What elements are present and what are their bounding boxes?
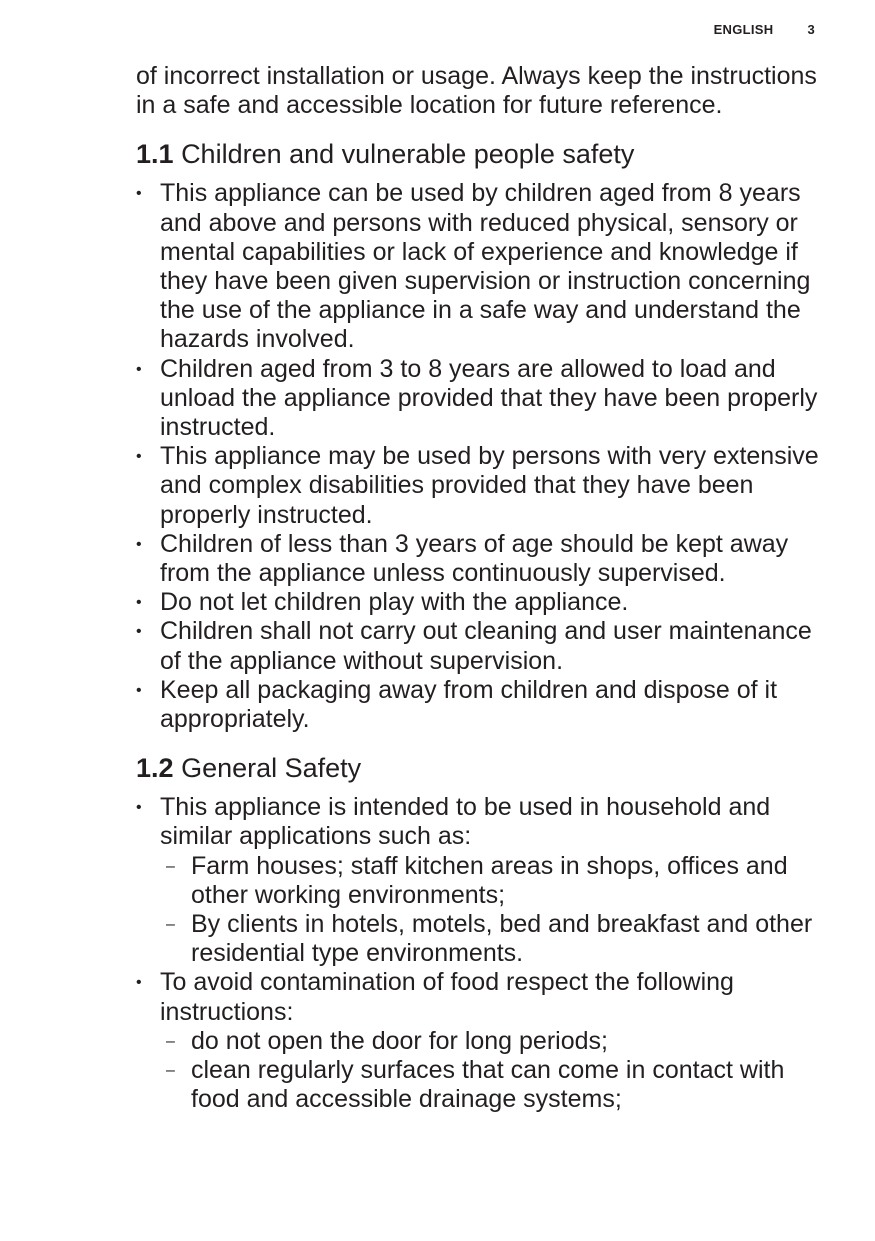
dash-icon: – (166, 857, 175, 875)
document-body (136, 62, 826, 1115)
list-item (136, 793, 826, 968)
bullet-icon: • (136, 185, 142, 203)
list-item (136, 588, 826, 617)
sub-list-item-text: By clients in hotels, motels, bed and breakfast and other residential type environments. (191, 910, 813, 968)
language-label: ENGLISH (713, 22, 774, 37)
bullet-icon: • (136, 799, 142, 817)
list-item-text: Children shall not carry out cleaning and user maintenance of the appliance without supervision. (160, 617, 812, 675)
list-item-text: This appliance can be used by children aged from 8 years and above and persons with reduced physical, sensory or mental capabilities or lack of experience and knowledge if they have been given supervision or instruction concerning the use of the appliance in a safe way and understand the hazards involved. (160, 179, 811, 354)
page-number: 3 (807, 22, 815, 37)
sub-list (160, 852, 826, 969)
general-safety-list (136, 793, 826, 1114)
bullet-icon: • (136, 681, 142, 699)
list-item-text: Do not let children play with the appliance. (160, 588, 629, 617)
list-item-text: This appliance is intended to be used in household and similar applications such as: (160, 793, 771, 851)
section-title: Children and vulnerable people safety (181, 139, 635, 170)
intro-paragraph: of incorrect installation or usage. Always keep the instructions in a safe and accessible location for future reference. (136, 62, 817, 120)
list-item (136, 530, 826, 588)
list-item (136, 968, 826, 1114)
list-item-text: Keep all packaging away from children and dispose of it appropriately. (160, 675, 778, 734)
list-item-text: Children aged from 3 to 8 years are allowed to load and unload the appliance provided that they have been properly instructed. (160, 354, 818, 442)
list-item (136, 442, 826, 530)
section-number: 1.1 (136, 139, 174, 170)
sub-list-item (160, 1056, 826, 1114)
page-header (714, 22, 815, 37)
list-item-text: Children of less than 3 years of age should be kept away from the appliance unless continuously supervised. (160, 529, 789, 588)
section-heading-general-safety (136, 752, 826, 784)
list-item-text: This appliance may be used by persons with very extensive and complex disabilities provided that they have been properly instructed. (160, 442, 819, 529)
bullet-icon: • (136, 594, 142, 612)
list-item (136, 676, 826, 734)
sub-list-item (160, 910, 826, 968)
children-safety-list (136, 179, 826, 734)
sub-list-item (160, 1027, 826, 1056)
bullet-icon: • (136, 623, 142, 641)
dash-icon: – (166, 1062, 175, 1080)
section-number: 1.2 (136, 753, 174, 784)
sub-list-item-text: Farm houses; staff kitchen areas in shops, offices and other working environments; (191, 851, 788, 909)
dash-icon: – (166, 1032, 175, 1050)
list-item (136, 179, 826, 354)
bullet-icon: • (136, 535, 142, 553)
bullet-icon: • (136, 448, 142, 466)
list-item (136, 355, 826, 443)
section-title: General Safety (181, 753, 362, 784)
dash-icon: – (166, 916, 175, 934)
sub-list-item-text: do not open the door for long periods; (191, 1026, 608, 1055)
list-item-text: To avoid contamination of food respect the following instructions: (160, 968, 734, 1026)
sub-list-item (160, 852, 826, 910)
sub-list (160, 1027, 826, 1115)
list-item (136, 617, 826, 675)
bullet-icon: • (136, 974, 142, 992)
section-heading-children-safety (136, 138, 826, 170)
bullet-icon: • (136, 360, 142, 378)
sub-list-item-text: clean regularly surfaces that can come in contact with food and accessible drainage systems; (191, 1056, 785, 1114)
